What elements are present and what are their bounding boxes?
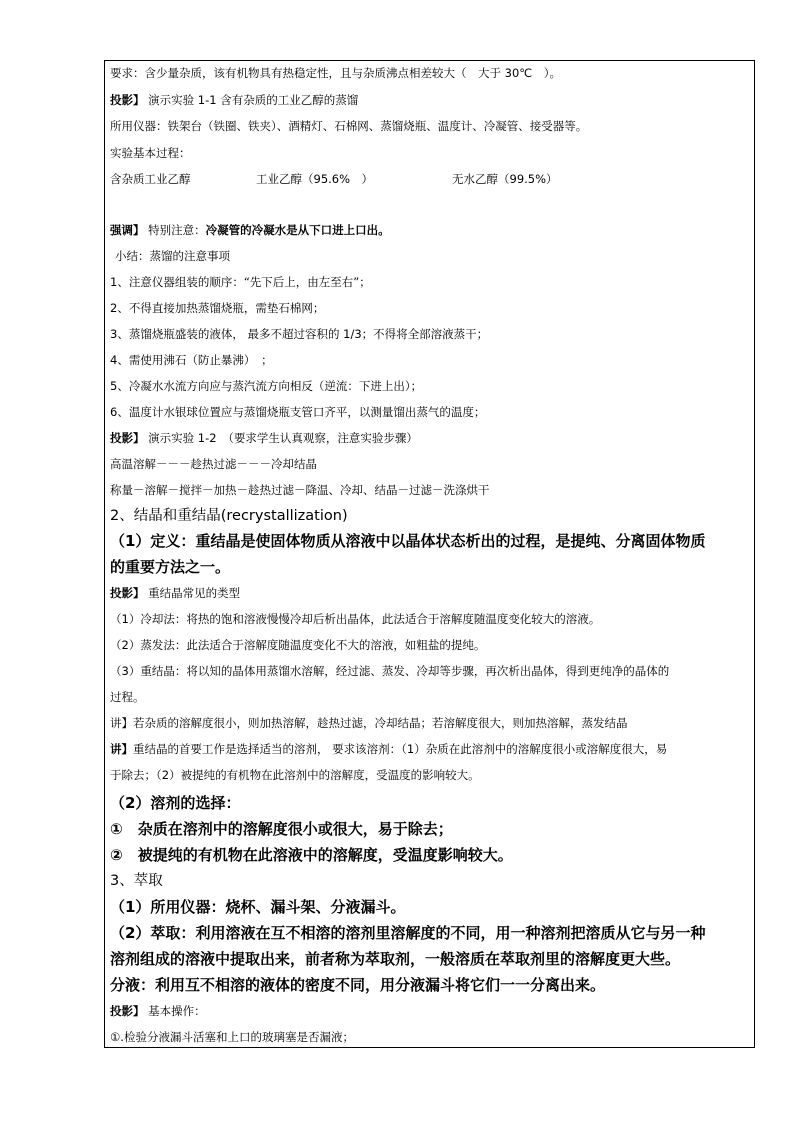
definition-line-2: 的重要方法之一。 [110,558,231,576]
projection-line-1 [110,93,358,107]
process-title: 实验基本过程： [110,146,191,160]
process-flow [110,172,558,186]
section-heading-3: 3、萃取 [110,873,163,889]
requirement-line: 要求：含少量杂质，该有机物具有热稳定性，且与杂质沸点相差较大（ 大于 30℃ ）。 [110,66,561,80]
process-line-2: 称量－溶解－搅拌－加热－趁热过滤－降温、冷却、结晶－过滤－洗涤烘干 [110,483,490,497]
summary-item-2: 2、不得直接加热蒸馏烧瓶，需垫石棉网； [110,301,325,315]
summary-title: 小结：蒸馏的注意事项 [115,249,230,263]
type-item-3: （3）重结晶：将以知的晶体用蒸馏水溶解，经过滤、蒸发、冷却等步骤，再次析出晶体，得到更纯净的晶体的 [110,664,670,678]
type-item-2: （2）蒸发法：此法适合于溶解度随温度变化不大的溶液，如粗盐的提纯。 [110,638,486,652]
flow-step-1: 含杂质工业乙醇 [110,172,191,186]
flow-step-2: 工业乙醇（95.6% ） [256,172,374,186]
instruments-line: 所用仪器：铁架台（铁圈、铁夹）、酒精灯、石棉网、蒸馏烧瓶、温度计、冷凝管、接受器等。 [110,119,588,133]
summary-item-4: 4、需使用沸石（防止暴沸） ； [110,353,273,367]
tag: 投影】 [110,431,145,445]
summary-item-3: 3、蒸馏烧瓶盛装的液体， 最多不超过容积的 1/3；不得将全部溶液蒸干； [110,327,489,341]
definition-line-1: （1）定义：重结晶是使固体物质从溶液中以晶体状态析出的过程，是提纯、分离固体物质 [110,532,706,550]
lecture-line-2 [110,742,667,756]
bold-text: 冷凝管的冷凝水是从下口进上口出。 [205,223,390,237]
text: 基本操作： [148,1004,206,1018]
emphasis-line [110,223,390,237]
solvent-choice-heading: （2）溶剂的选择： [110,794,241,812]
extraction-instruments: （1）所用仪器：烧杯、漏斗架、分液漏斗。 [110,898,406,916]
separation-def: 分液：利用互不相溶的液体的密度不同，用分液漏斗将它们一一分离出来。 [110,976,606,994]
extraction-def-1: （2）萃取：利用溶液在互不相溶的溶剂里溶解度的不同，用一种溶剂把溶质从它与另一种 [110,924,706,942]
text: 演示实验 1-2 （要求学生认真观察，注意实验步骤） [148,431,418,445]
projection-line-2 [110,431,418,445]
text: 重结晶常见的类型 [148,586,241,600]
solvent-rule-2: ② 被提纯的有机物在此溶液中的溶解度，受温度影响较大。 [110,846,513,864]
text: 特别注意： [148,223,206,237]
process-line-1: 高温溶解－－－趁热过滤－－－冷却结晶 [110,457,317,471]
operation-step-1: ①.检验分液漏斗活塞和上口的玻璃塞是否漏液； [110,1030,354,1044]
solvent-rule-1: ① 杂质在溶剂中的溶解度很小或很大，易于除去； [110,820,453,838]
tag: 投影】 [110,1004,145,1018]
projection-line-4 [110,1004,206,1018]
section-heading-2: 2、结晶和重结晶(recrystallization) [110,508,348,524]
summary-item-1: 1、注意仪器组装的顺序：“先下后上，由左至右”； [110,275,371,289]
tag: 投影】 [110,93,145,107]
extraction-def-2: 溶剂组成的溶液中提取出来，前者称为萃取剂，一般溶质在萃取剂里的溶解度更大些。 [110,950,681,968]
text: 重结晶的首要工作是选择适当的溶剂， 要求该溶剂：（1）杂质在此溶剂中的溶解度很小或溶解度很大，易 [133,742,668,756]
summary-item-5: 5、冷凝水水流方向应与蒸汽流方向相反（逆流：下进上出）； [110,379,423,393]
projection-line-3 [110,586,240,600]
type-item-1: （1）冷却法：将热的饱和溶液慢慢冷却后析出晶体，此法适合于溶解度随温度变化较大的溶液。 [110,612,601,626]
text: 演示实验 1-1 含有杂质的工业乙醇的蒸馏 [148,93,359,107]
lecture-line-1: 讲】若杂质的溶解度很小，则加热溶解，趁热过滤，冷却结晶；若溶解度很大，则加热溶解，蒸发结晶 [110,716,628,730]
flow-step-3: 无水乙醇（99.5%） [452,172,558,186]
lecture-line-2-cont: 于除去；（2）被提纯的有机物在此溶剂中的溶解度，受温度的影响较大。 [110,768,480,782]
type-item-3-cont: 过程。 [110,690,145,704]
tag: 讲】 [110,742,133,756]
tag: 投影】 [110,586,145,600]
summary-item-6: 6、温度计水银球位置应与蒸馏烧瓶支管口齐平，以测量馏出蒸气的温度； [110,405,486,419]
tag: 强调】 [110,223,145,237]
